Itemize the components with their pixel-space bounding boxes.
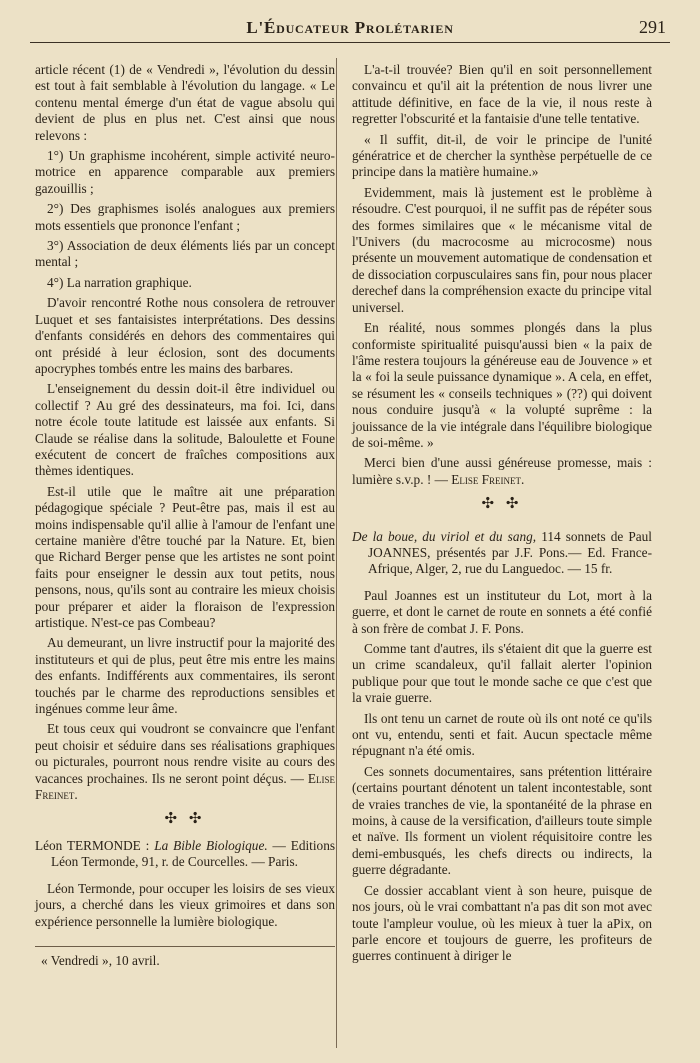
paragraph: Au demeurant, un livre instructif pour la majorité des instituteurs et qui de plus, peut être mis entre les mains des enfants. Indifférents aux commentaires, ils seront touchés par le charme des reproductions sensibles et ingénues comme leur âme. bbox=[35, 635, 335, 717]
paragraph-text: Merci bien d'une aussi généreuse promesse, mais : lumière s.v.p. ! — bbox=[352, 455, 652, 487]
paragraph: 3°) Association de deux éléments liés par un concept mental ; bbox=[35, 238, 335, 270]
paragraph: En réalité, nous sommes plongés dans la plus conformiste spiritualité puisqu'aussi bien « la paix de l'âme restera toujours la généreuse eau de Jouvence » et la « foi la seule puissance dynamique ». A cela, en effet, se résument les « conseils techniques » (??) qui doivent nous conduire jusqu'à « la volupté suprême : la jouissance de la vie intégrale dans l'équilibre biologique de soi-même. » bbox=[352, 320, 652, 450]
paragraph: L'enseignement du dessin doit-il être individuel ou collectif ? Au gré des dessinateurs, ma foi. Ici, dans notre école toute latitude est laissée aux enfants. Si Claude se réalise dans la solitude, Baloulette et Foune exécutent de concert de fraîches compositions aux thèmes identiques. bbox=[35, 381, 335, 479]
page-number: 291 bbox=[639, 17, 666, 37]
paragraph: Ils ont tenu un carnet de route où ils ont noté ce qu'ils ont vu, entendu, senti et fait. Aucun spectacle même répugnant n'a été omis. bbox=[352, 710, 652, 759]
right-column bbox=[352, 62, 652, 969]
journal-title: L'Éducateur Prolétarien bbox=[246, 18, 454, 37]
book-author: Léon TERMONDE : bbox=[35, 837, 150, 853]
column-divider bbox=[336, 58, 337, 1048]
book-title: De la boue, du viriol et du sang, bbox=[352, 528, 537, 544]
paragraph: Ces sonnets documentaires, sans prétention littéraire (certains pourtant dénotent un talent incontestable, sont de vraies tranches de vie, la spontanéité de la phrase en moins, à cause de la versification, d'ailleurs toute simple et naïve. Ils forment un violent réquisitoire contre les demi-embusqués, les chefs directs ou indirects, la guerre dégradante. bbox=[352, 763, 653, 878]
signature: Elise Freinet. bbox=[451, 471, 525, 487]
book-publisher: — Editions Léon Termonde, 91, r. de Courcelles. — Paris. bbox=[51, 837, 336, 870]
paragraph: Ce dossier accablant vient à son heure, puisque de nos jours, où le vrai combattant n'a pas dit son mot avec toute l'ampleur voulue, où les mieux à tuer la aPix, on parle encore et toujours de guerre, les profiteurs de guerres continuent à diriger le bbox=[352, 882, 652, 964]
paragraph-signed bbox=[35, 721, 335, 803]
signature: Elise Freinet. bbox=[35, 770, 336, 803]
paragraph: D'avoir rencontré Rothe nous consolera de retrouver Luquet et ses fantaisistes interprétations. Des dessins d'enfants considérés en dehors des commentaires qui ont présidé à leur éclosion, sont des documents apocryphes tombés entre les mains des barbares. bbox=[35, 295, 335, 376]
paragraph: « Il suffit, dit-il, de voir le principe de l'unité génératrice et de chercher la synthèse perpétuelle de ce principe dans la matière humaine.» bbox=[352, 131, 652, 180]
paragraph: 2°) Des graphismes isolés analogues aux premiers mots essentiels que prononce l'enfant ; bbox=[35, 201, 335, 233]
footnote: « Vendredi », 10 avril. bbox=[41, 952, 160, 968]
paragraph: Comme tant d'autres, ils s'étaient dit que la guerre est un crime scandaleux, qu'il fallait alerter l'opinion publique pour que tout le monde sache ce que c'est que la vraie guerre. bbox=[352, 641, 652, 706]
paragraph: Léon Termonde, pour occuper les loisirs de ses vieux jours, a cherché dans les vieux grimoires et dans son expérience personnelle la lumière biologique. bbox=[35, 880, 335, 929]
paragraph: Evidemment, mais là justement est le problème à résoudre. C'est pourquoi, il ne suffit pas de répéter sous des formes similaires que « le mécanisme vital de l'Univers (du macrocosme au microcosme) nous présente un mouvement automatique de condensation et de dissociation corpusculaires sans fin, pour nous placer derechef dans la compréhension exacte du principe vital universel. bbox=[352, 184, 652, 315]
ornament: ✣ ✣ bbox=[481, 496, 523, 513]
book-publisher: 114 sonnets de Paul JOANNES, présentés par J.F. Pons.— Ed. France-Afrique, Alger, 2, rue du Languedoc. — 15 fr. bbox=[368, 528, 652, 577]
paragraph: 4°) La narration graphique. bbox=[47, 274, 192, 290]
paragraph: 1°) Un graphisme incohérent, simple activité neuro-motrice en apparence comparable aux premiers gazouillis ; bbox=[35, 148, 335, 196]
paragraph-text: Et tous ceux qui voudront se convaincre que l'enfant peut choisir et séduire dans ses réalisations graphiques ou picturales, pourront nous rendre visite au cours des vacances prochaines. Ils ne seront point déçus. — bbox=[35, 721, 335, 786]
book-reference bbox=[35, 838, 335, 871]
ornament: ✣ ✣ bbox=[164, 811, 206, 828]
book-reference bbox=[352, 529, 652, 578]
paragraph-signed bbox=[352, 455, 652, 488]
left-column bbox=[35, 62, 335, 969]
paragraph: article récent (1) de « Vendredi », l'évolution du dessin est tout à fait semblable à l'évolution du langage. « Le contenu mental émerge d'un état de vague absolu qui devient de plus en plus net. C'est ainsi que nous relevons : bbox=[35, 62, 335, 143]
paragraph: L'a-t-il trouvée? Bien qu'il en soit personnellement convaincu et qu'il ait la prétention de nous livrer une attitude définitive, en face de la vie, il nous reste à regretter l'obscurité et la fantaisie d'une telle tentative. bbox=[352, 62, 652, 127]
page-header bbox=[30, 12, 670, 43]
paragraph: Paul Joannes est un instituteur du Lot, mort à la guerre, et dont le carnet de route en sonnets a été confié à son frère de combat J. F. Pons. bbox=[352, 587, 652, 636]
footnote-separator bbox=[35, 946, 335, 947]
paragraph: Est-il utile que le maître ait une préparation pédagogique spéciale ? Peut-être pas, mais il est au moins indispensable qu'il allie à l'amour de l'enfant une certaine manière d'être touché par la Nature. Et, bien que Richard Berger pense que les artistes ne sont point faits pour enseigner le dessin aux tout petits, nous pensons, nous, qu'ils sont au contraire les mieux choisis pour préparer et aider la floraison de l'expression artistique. N'est-ce pas Combeau? bbox=[35, 483, 335, 630]
book-title: La Bible Biologique. bbox=[154, 837, 268, 853]
